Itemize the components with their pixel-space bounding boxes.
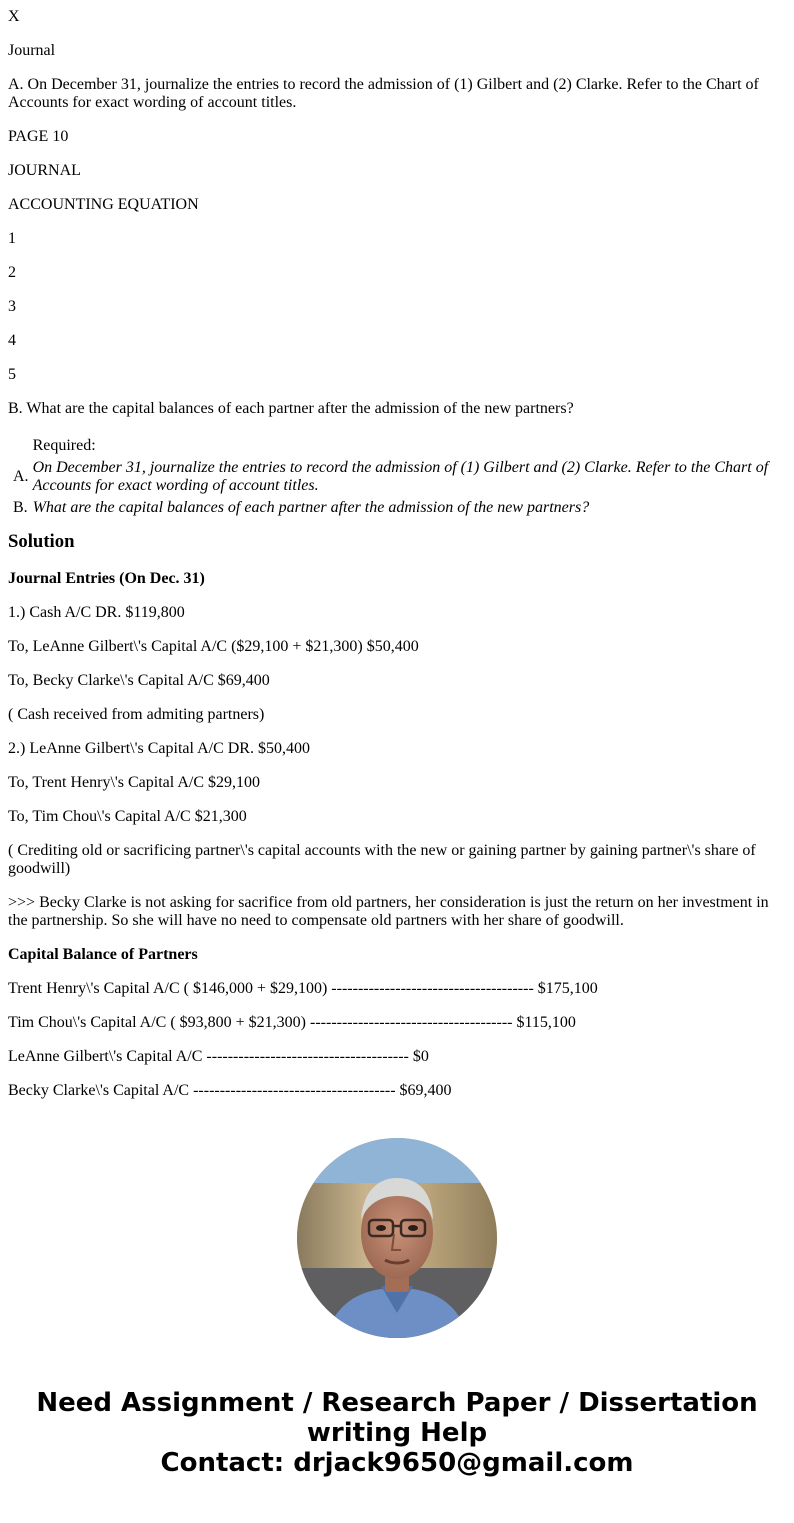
accounting-equation-label: ACCOUNTING EQUATION [8,196,199,213]
avatar-portrait-image [297,1138,497,1338]
journal-entry-line: To, LeAnne Gilbert\'s Capital A/C ($29,100 + $21,300) $50,400 [8,638,419,655]
required-letter: B. [13,499,28,516]
required-item [12,498,784,518]
row-number: 3 [8,298,16,315]
row-number: 2 [8,264,16,281]
promo-line: Need Assignment / Research Paper / Dissertation writing Help [36,1388,758,1448]
part-b-prompt: B. What are the capital balances of each partner after the admission of the new partners? [8,400,574,417]
journal-entries-heading: Journal Entries (On Dec. 31) [8,570,205,587]
row-number: 4 [8,332,16,349]
page-label: PAGE 10 [8,128,69,145]
capital-balance-line: Tim Chou\'s Capital A/C ( $93,800 + $21,300) -------------------------------------- $115,100 [8,1014,576,1031]
required-table [10,434,786,520]
required-item [12,458,784,496]
capital-balance-heading: Capital Balance of Partners [8,946,198,963]
journal-entry-line: 2.) LeAnne Gilbert\'s Capital A/C DR. $50,400 [8,740,310,757]
close-label: X [8,8,20,25]
journal-label: Journal [8,42,56,59]
journal-entry-line: To, Tim Chou\'s Capital A/C $21,300 [8,808,247,825]
required-letter: A. [13,468,29,485]
required-label: Required: [32,437,96,454]
avatar-container [0,1138,794,1338]
capital-balance-line: Becky Clarke\'s Capital A/C -------------------------------------- $69,400 [8,1082,452,1099]
row-number: 1 [8,230,16,247]
promo-footer [0,1388,794,1478]
capital-balance-line: Trent Henry\'s Capital A/C ( $146,000 + $29,100) -------------------------------------- $175,100 [8,980,598,997]
capital-balance-line: LeAnne Gilbert\'s Capital A/C -------------------------------------- $0 [8,1048,429,1065]
required-text: What are the capital balances of each partner after the admission of the new partners? [32,499,590,516]
part-a-prompt: A. On December 31, journalize the entries to record the admission of (1) Gilbert and (2) Clarke. Refer to the Chart of Accounts for exact wording of account titles. [8,76,759,111]
solution-title: Solution [8,531,75,552]
avatar [297,1138,497,1338]
journal-entry-line: To, Trent Henry\'s Capital A/C $29,100 [8,774,260,791]
journal-entry-line: ( Cash received from admiting partners) [8,706,265,723]
journal-caps-label: JOURNAL [8,162,81,179]
journal-entry-line: 1.) Cash A/C DR. $119,800 [8,604,185,621]
journal-entry-line: To, Becky Clarke\'s Capital A/C $69,400 [8,672,270,689]
required-text: On December 31, journalize the entries to record the admission of (1) Gilbert and (2) Clarke. Refer to the Chart of Accounts for exact wording of account titles. [32,459,769,494]
journal-entry-line: ( Crediting old or sacrificing partner\'s capital accounts with the new or gaining partner by gaining partner\'s share of goodwill) [8,842,756,877]
row-number: 5 [8,366,16,383]
contact-line: Contact: drjack9650@gmail.com [160,1448,634,1478]
journal-entry-line: >>> Becky Clarke is not asking for sacrifice from old partners, her consideration is just the return on her investment in the partnership. So she will have no need to compensate old partners with her share of goodwill. [8,894,769,929]
